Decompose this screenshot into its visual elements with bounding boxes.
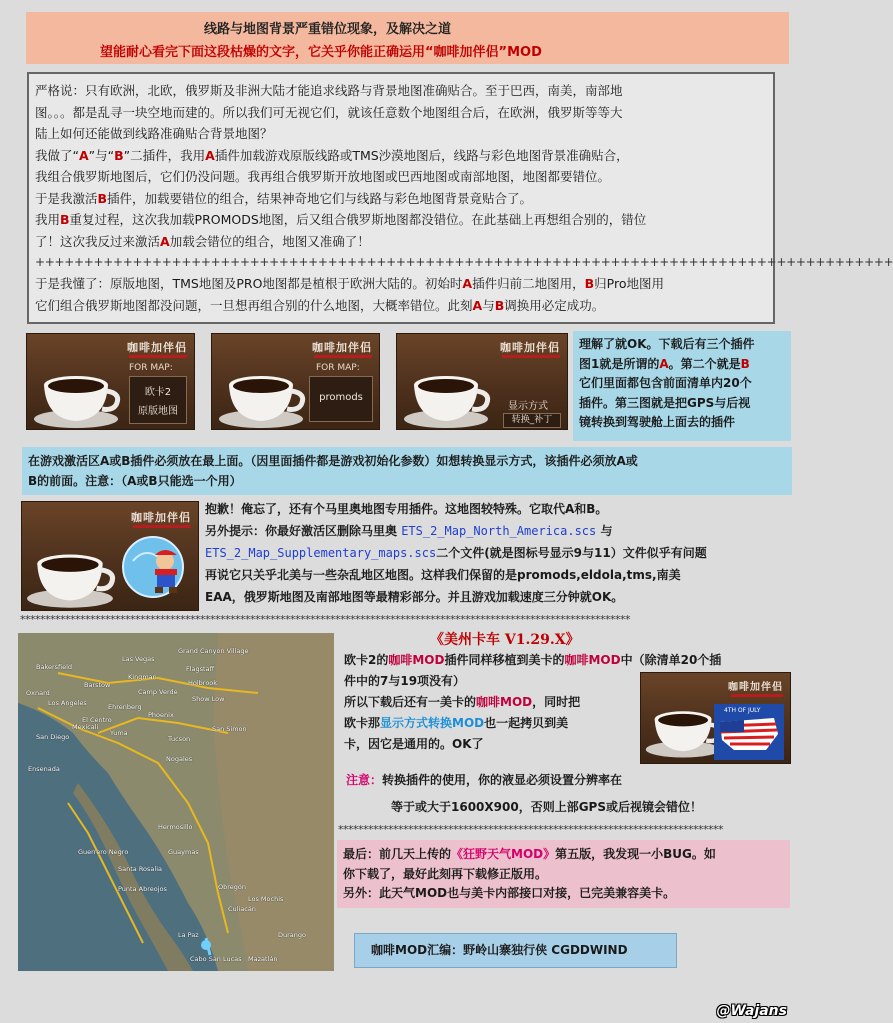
map-city: Bakersfield — [36, 663, 73, 671]
brand-underline — [133, 525, 191, 528]
map-city: Camp Verde — [138, 688, 178, 696]
map-city: Guerrero Negro — [78, 848, 129, 856]
info1-line-2: 图1就是所谓的A。第二个就是B — [579, 356, 750, 371]
map-label-line-2: 原版地图 — [138, 406, 178, 417]
info2-line-2: B的前面。注意：（A或B只能选一个用） — [28, 474, 242, 488]
map-city: La Paz — [178, 931, 199, 939]
map-city: Santa Rosalia — [118, 865, 162, 873]
intro-line-1: 严格说：只有欧洲，北欧，俄罗斯及非洲大陆才能追求线路与背景地图准确贴合。至于巴西，南美，南部地 — [35, 83, 623, 98]
brand-underline — [731, 694, 783, 697]
map-city: Punta Abreojos — [118, 885, 167, 893]
map-city: Culiacán — [228, 905, 256, 913]
map-city: Grand Canyon Village — [178, 647, 249, 655]
coffee-cup-icon — [32, 363, 122, 429]
map-city: Mazatlán — [248, 955, 278, 963]
credit-box: 咖啡MOD汇编：野岭山寨独行侠 CGDDWIND — [354, 933, 677, 968]
map-background — [18, 633, 334, 971]
info1-line-4: 插件。第三图就是把GPS与后视 — [579, 395, 751, 410]
ats-line-4: 欧卡那显示方式转换MOD也一起拷贝到美 — [344, 716, 569, 730]
brand-label: 咖啡加伴侣 — [500, 341, 560, 354]
intro-line-7: 我用B重复过程，这次我加载PROMODS地图，后又组合俄罗斯地图都没错位。在此基础上再想组合别的，错位 — [35, 212, 647, 227]
map-label-line-1: promods — [319, 392, 363, 403]
map-city: Oxnard — [26, 689, 50, 697]
intro-text-box — [27, 72, 893, 324]
watermark: @Wajans — [716, 1003, 787, 1019]
map-city: Barstow — [84, 681, 111, 689]
map-city: Guaymas — [168, 848, 199, 856]
map-city: Tucson — [168, 735, 191, 743]
plugin-tile-b — [211, 333, 380, 430]
map-city: Las Vegas — [122, 655, 155, 663]
map-city: Durango — [278, 931, 307, 939]
weather-mod-note — [337, 840, 790, 908]
weather-line-2: 你下载了，最好此刻再下载修正版用。 — [343, 866, 548, 881]
info1-line-5: 镜转换到驾驶舱上面去的插件 — [579, 415, 736, 429]
map-city: Cabo San Lucas — [190, 955, 242, 963]
page-title: 线路与地图背景严重错位现象，及解决之道 — [204, 22, 452, 37]
plugin-tile-mario — [21, 501, 199, 611]
note-label: 注意： — [346, 773, 383, 787]
map-label-panel — [129, 376, 187, 424]
intro-line-4: 我做了“A”与“B”二插件，我用A插件加载游戏原版线路或TMS沙漠地图后，线路与彩色地图背景准确贴合， — [35, 147, 629, 163]
mario-note — [205, 498, 793, 608]
plugin-info-box — [573, 331, 791, 441]
plugin-tile-a — [26, 333, 195, 430]
page-subtitle: 望能耐心看完下面这段枯燥的文字，它关乎你能正确运用“咖啡加伴侣”MOD — [100, 45, 542, 60]
star-separator-2: ***************************************************************************** — [338, 823, 723, 836]
map-city: Los Angeles — [48, 699, 87, 707]
coffee-cup-icon — [644, 698, 724, 760]
intro-line-9: 于是我懂了：原版地图，TMS地图及PRO地图都是植根于欧洲大陆的。初始时A插件归前二地图用，B归Pro地图用 — [35, 276, 664, 291]
map-label-panel — [309, 376, 373, 422]
info1-line-1: 理解了就OK。下载后有三个插件 — [579, 337, 755, 351]
intro-line-2: 图。。。都是乱寻一块空地而建的。所以我们可无视它们，就该任意数个地图组合后，在欧洲，俄罗斯等等大 — [35, 104, 623, 120]
map-city: Nogales — [166, 755, 193, 763]
mario-globe-icon — [119, 531, 193, 609]
mario-note-line-5: EAA，俄罗斯地图及南部地图等最精彩部分。并且游戏加载速度三分钟就OK。 — [205, 590, 624, 604]
brand-underline — [502, 355, 560, 358]
map-city: Phoenix — [148, 711, 174, 719]
plugin-tile-usa — [640, 672, 791, 764]
ats-section-title: 《美州卡车 V1.29.X》 — [430, 632, 580, 648]
map-city: Holbrook — [188, 679, 218, 687]
header-banner — [26, 12, 789, 64]
flag-text: 4TH OF JULY — [724, 707, 761, 714]
ats-map-image — [18, 633, 334, 971]
mario-note-line-3: ETS_2_Map_Supplementary_maps.scs二个文件(就是图标号显示9与11）文件似乎有问题 — [205, 546, 707, 560]
star-separator-1: ************************************************************************************************************************** — [20, 613, 630, 626]
map-city: Yuma — [110, 729, 128, 737]
map-city: Los Mochis — [248, 895, 284, 903]
map-city: Mexicali — [72, 723, 99, 731]
brand-label: 咖啡加伴侣 — [131, 511, 191, 524]
map-city: Kingman — [128, 673, 157, 681]
plus-separator: ++++++++++++++++++++++++++++++++++++++++++++++++++++++++++++++++++++++++++++++++++++++++ — [35, 255, 893, 269]
intro-line-6: 于是我激活B插件，加载要错位的组合，结果神奇地它们与线路与彩色地图背景竟贴合了。 — [35, 190, 533, 206]
coffee-cup-icon — [217, 363, 307, 429]
plugin-tile-display — [396, 333, 568, 430]
coffee-cup-icon — [25, 541, 117, 609]
map-city: San Simon — [212, 725, 247, 733]
map-city: Ensenada — [28, 765, 60, 773]
mario-note-line-1: 抱歉！俺忘了，还有个马里奥地图专用插件。这地图较特殊。它取代A和B。 — [205, 502, 608, 516]
usa-flag-map-icon — [714, 704, 784, 760]
map-city: Ehrenberg — [108, 703, 142, 711]
coffee-cup-icon — [402, 363, 492, 429]
intro-line-8: 了！这次我反过来激活A加载会错位的组合，地图又准确了！ — [35, 233, 370, 249]
mario-note-line-2: 另外提示：你最好激活区删除马里奥 ETS_2_Map_North_America.scs 与 — [205, 524, 613, 538]
display-mode-label: 显示方式 — [508, 401, 548, 412]
resolution-note-2: 等于或大于1600X900，否则上部GPS或后视镜会错位！ — [391, 800, 702, 814]
resolution-note — [346, 770, 622, 790]
weather-line-1: 最后：前几天上传的《狂野天气MOD》第五版，我发现一小BUG。如 — [343, 847, 716, 861]
ats-line-5: 卡，因它是通用的。OK了 — [344, 737, 484, 751]
brand-underline — [314, 355, 372, 358]
ats-line-3: 所以下载后还有一美卡的咖啡MOD，同时把 — [344, 695, 581, 709]
map-city: San Diego — [36, 733, 70, 741]
map-label-line-1: 欧卡2 — [144, 387, 172, 398]
brand-label: 咖啡加伴侣 — [312, 341, 372, 354]
info2-line-1: 在游戏激活区A或B插件必须放在最上面。（因里面插件都是游戏初始化参数）如想转换显示方式，该插件必须放A或 — [28, 454, 638, 468]
intro-line-5: 我组合俄罗斯地图后，它们仍没问题。我再组合俄罗斯开放地图或巴西地图或南部地图，地图都要错位。 — [35, 169, 611, 184]
intro-line-10: 它们组合俄罗斯地图都没问题，一旦想再组合别的什么地图，大概率错位。此刻A与B调换用必定成功。 — [35, 297, 605, 313]
map-city: Show Low — [192, 695, 225, 703]
convert-patch-label: 转换_补丁 — [503, 413, 561, 428]
note-text: 转换插件的使用，你的液显必须设置分辨率在 — [382, 773, 623, 787]
weather-line-3: 另外：此天气MOD也与美卡内部接口对接，已完美兼容美卡。 — [343, 886, 676, 900]
brand-underline — [129, 355, 187, 358]
info1-line-3: 它们里面都包含前面清单内20个 — [579, 376, 752, 390]
map-city: Hermosillo — [158, 823, 193, 831]
mario-note-line-4: 再说它只关乎北美与一些杂乱地区地图。这样我们保留的是promods,eldola,tms,南美 — [205, 568, 681, 582]
map-city: El Centro — [82, 716, 112, 724]
intro-line-3: 陆上如何还能做到线路准确贴合背景地图？ — [35, 126, 273, 141]
ats-line-2: 件中的7与19项没有） — [344, 674, 466, 688]
for-map-label: FOR MAP: — [129, 363, 173, 373]
brand-label: 咖啡加伴侣 — [728, 682, 783, 693]
map-city: Obregón — [218, 883, 246, 891]
ats-line-1: 欧卡2的咖啡MOD插件同样移植到美卡的咖啡MOD中（除清单20个插 — [344, 653, 722, 667]
map-city: Flagstaff — [186, 665, 215, 673]
for-map-label: FOR MAP: — [316, 363, 360, 373]
brand-label: 咖啡加伴侣 — [127, 341, 187, 354]
activation-info-box — [22, 447, 792, 495]
